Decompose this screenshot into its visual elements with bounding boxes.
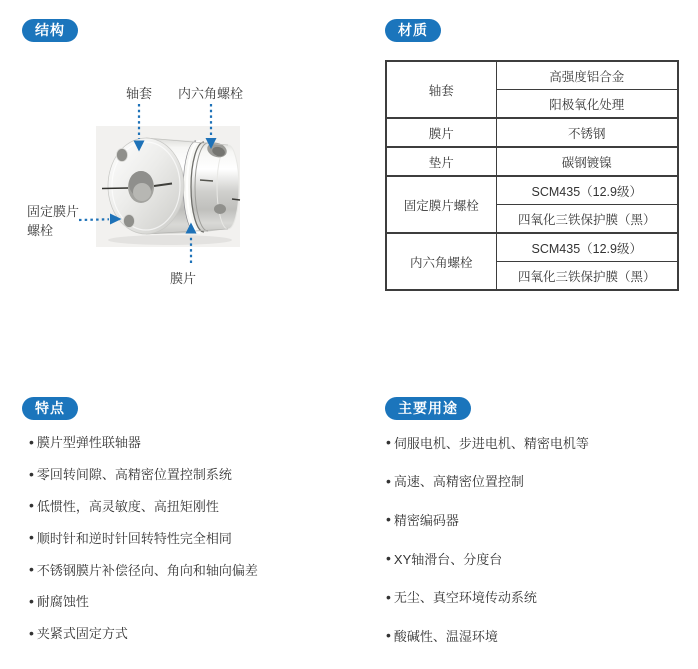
clamp-slit	[102, 188, 128, 189]
list-item: • 精密编码器	[386, 500, 589, 539]
list-item: • 夹紧式固定方式	[29, 617, 258, 649]
coupling-structure-figure	[0, 0, 349, 300]
material-table	[385, 60, 679, 291]
shaft-bore	[128, 171, 154, 203]
list-item: • 耐腐蚀性	[29, 585, 258, 617]
table-row	[386, 233, 678, 262]
list-item: • 高速、高精密位置控制	[386, 462, 589, 501]
structure-section-badge: 结构	[22, 19, 78, 42]
material-value: 四氧化三铁保护膜（黑）	[496, 262, 678, 291]
material-label-washer: 垫片	[386, 147, 496, 176]
front-bolt-hole-top	[117, 149, 128, 162]
list-item: • 酸碱性、温湿环境	[386, 616, 589, 655]
applications-list	[386, 423, 589, 655]
list-item: • 零回转间隙、高精密位置控制系统	[29, 458, 258, 490]
callout-fix-bolt-line1: 固定膜片	[27, 204, 80, 219]
callout-fix-bolt-line2: 螺栓	[27, 222, 54, 238]
material-label-diaphragm: 膜片	[386, 118, 496, 147]
list-item: • 顺时针和逆时针回转特性完全相同	[29, 521, 258, 553]
callout-hex-bolt: 内六角螺栓	[178, 86, 244, 101]
material-label-hex-bolt: 内六角螺栓	[386, 233, 496, 290]
material-label-fix-bolt: 固定膜片螺栓	[386, 176, 496, 233]
callout-sleeve: 轴套	[126, 86, 153, 101]
table-row	[386, 176, 678, 205]
front-bolt-hole-bottom	[124, 215, 135, 228]
material-value: 不锈钢	[496, 118, 678, 147]
material-value: SCM435（12.9级）	[496, 176, 678, 205]
table-row	[386, 118, 678, 147]
material-value: 高强度铝合金	[496, 61, 678, 90]
material-value: 碳钢镀镍	[496, 147, 678, 176]
list-item: • 膜片型弹性联轴器	[29, 426, 258, 458]
callout-diaphragm: 膜片	[170, 271, 197, 286]
table-row	[386, 147, 678, 176]
callout-fix-bolt	[27, 203, 79, 240]
material-value: SCM435（12.9级）	[496, 233, 678, 262]
list-item: • 无尘、真空环境传动系统	[386, 577, 589, 616]
list-item: • 低惯性，高灵敏度、高扭矩刚性	[29, 490, 258, 522]
list-item: • XY轴滑台、分度台	[386, 539, 589, 578]
material-label-sleeve: 轴套	[386, 61, 496, 118]
list-item: • 伺服电机、步进电机、精密电机等	[386, 423, 589, 462]
applications-section-badge: 主要用途	[385, 397, 471, 420]
features-section-badge: 特点	[22, 397, 78, 420]
material-value: 阳极氧化处理	[496, 90, 678, 119]
features-list	[29, 426, 258, 649]
material-value: 四氧化三铁保护膜（黑）	[496, 205, 678, 234]
table-row	[386, 61, 678, 90]
material-section-badge: 材质	[385, 19, 441, 42]
list-item: • 不锈钢膜片补偿径向、角向和轴向偏差	[29, 553, 258, 585]
